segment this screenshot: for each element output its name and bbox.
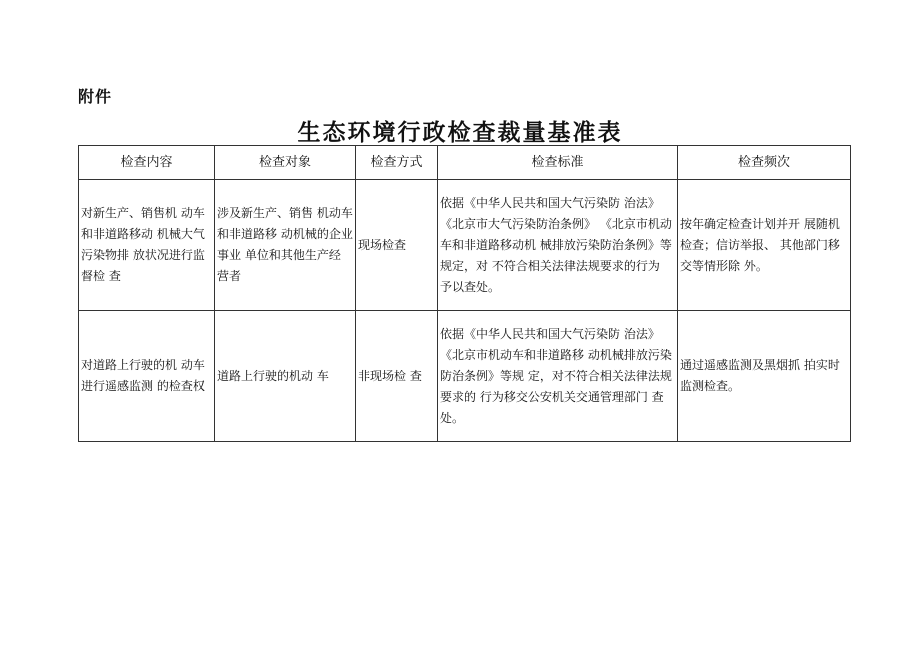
table-header-row: [79, 146, 851, 180]
cell-object: 涉及新生产、销售 机动车和非道路移 动机械的企业事业 单位和其他生产经 营者: [215, 180, 356, 311]
cell-frequency: 按年确定检查计划并开 展随机检查；信访举报、 其他部门移交等情形除 外。: [678, 180, 851, 311]
attachment-label: 附件: [78, 87, 113, 106]
header-inspection-content: 检查内容: [79, 146, 215, 180]
header-inspection-method: 检查方式: [356, 146, 438, 180]
document-title: 生态环境行政检查裁量基准表: [297, 120, 623, 146]
table-row: [79, 311, 851, 442]
header-inspection-object: 检查对象: [215, 146, 356, 180]
cell-object: 道路上行驶的机动 车: [215, 311, 356, 442]
cell-frequency: 通过遥感监测及黑烟抓 拍实时监测检查。: [678, 311, 851, 442]
cell-content: 对道路上行驶的机 动车进行遥感监测 的检查权: [79, 311, 215, 442]
inspection-standard-table: [78, 145, 851, 442]
cell-content: 对新生产、销售机 动车和非道路移动 机械大气污染物排 放状况进行监督检 查: [79, 180, 215, 311]
cell-method: 非现场检 查: [356, 311, 438, 442]
header-inspection-standard: 检查标准: [438, 146, 678, 180]
cell-standard: 依据《中华人民共和国大气污染防 治法》《北京市机动车和非道路移 动机械排放污染防治条例》等规 定，对不符合相关法律法规要求的 行为移交公安机关交通管理部门 查处。: [438, 311, 678, 442]
header-inspection-frequency: 检查频次: [678, 146, 851, 180]
cell-method: 现场检查: [356, 180, 438, 311]
table-row: [79, 180, 851, 311]
cell-standard: 依据《中华人民共和国大气污染防 治法》《北京市大气污染防治条例》 《北京市机动车和非道路移动机 械排放污染防治条例》等规定，对 不符合相关法律法规要求的行为 予以查处。: [438, 180, 678, 311]
